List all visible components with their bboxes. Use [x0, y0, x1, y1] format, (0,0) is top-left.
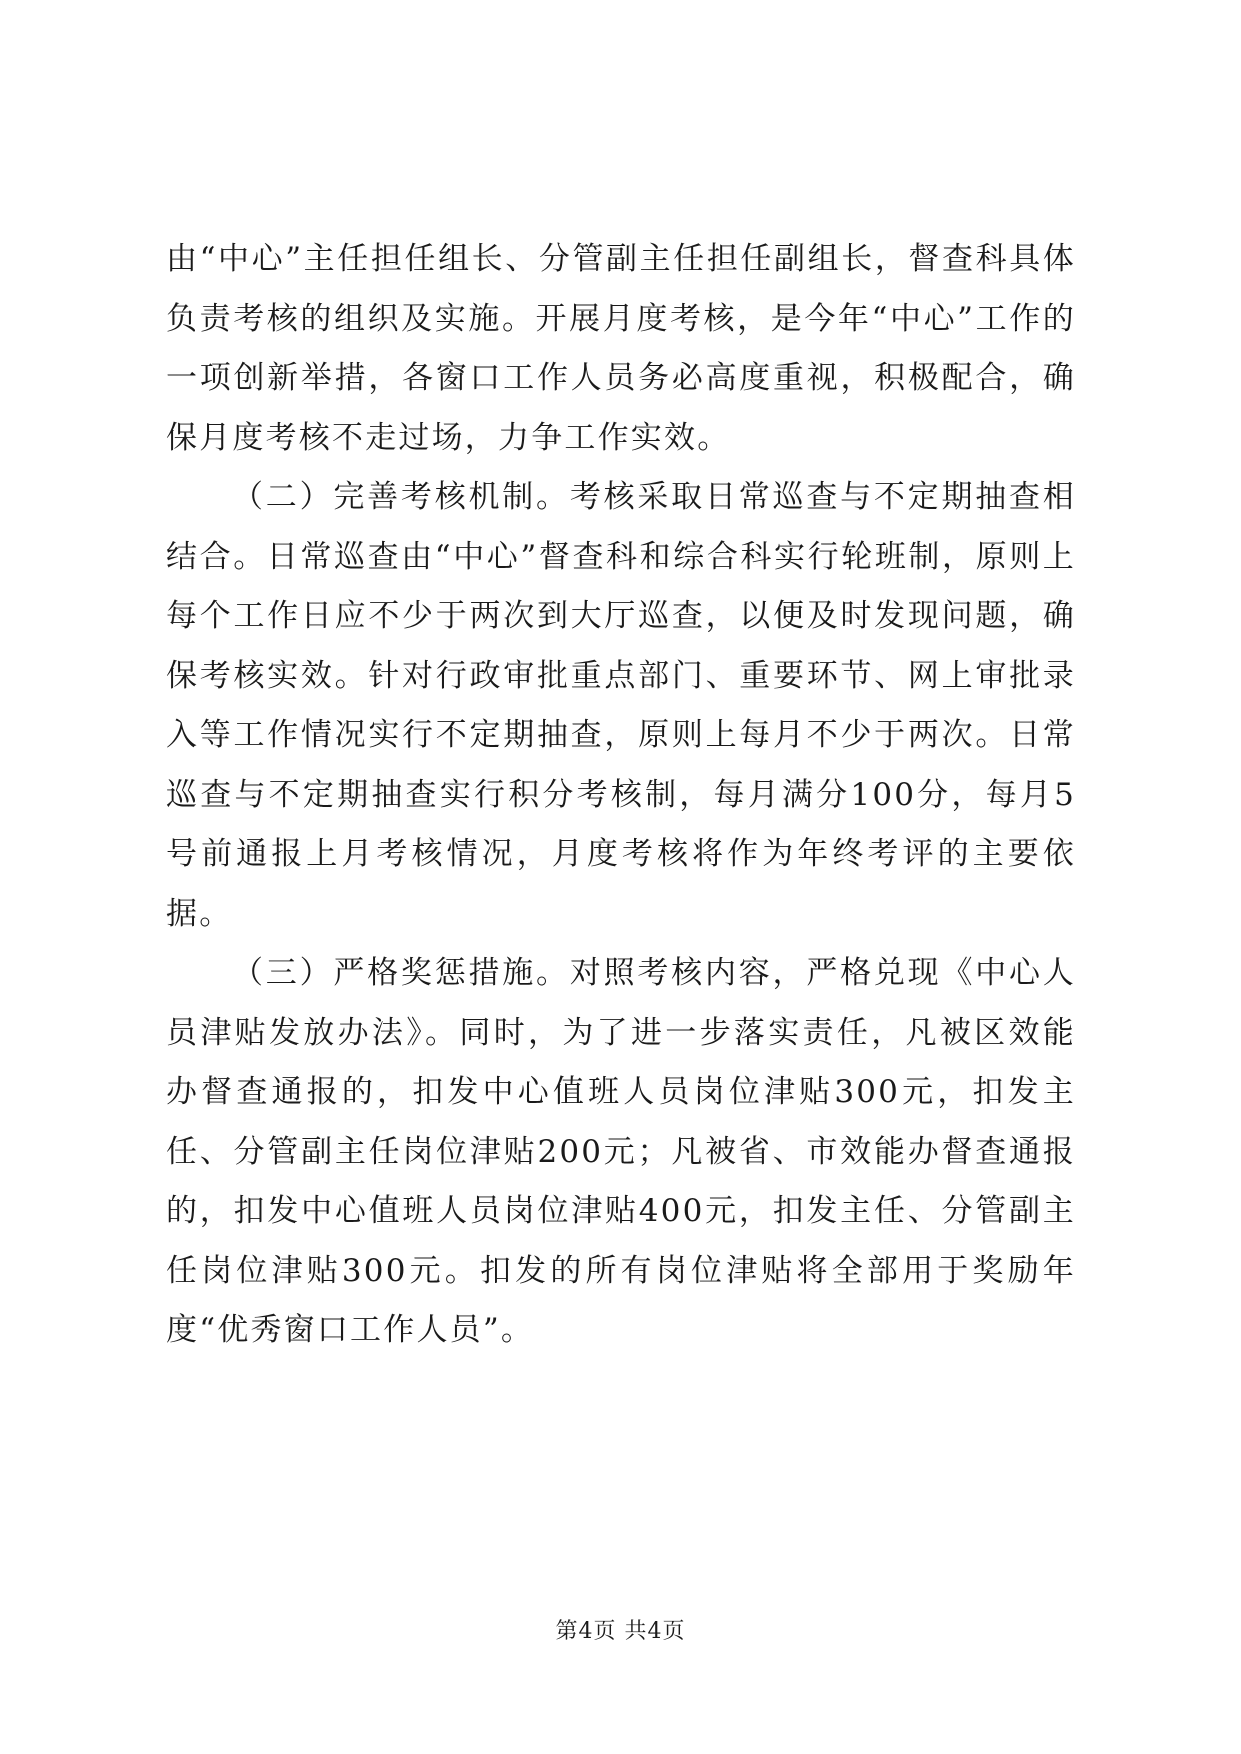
paragraph-section-3: （三）严格奖惩措施。对照考核内容，严格兑现《中心人员津贴发放办法》。同时，为了进一步落实责任，凡被区效能办督查通报的，扣发中心值班人员岗位津贴300元，扣发主任、分管副主任岗位津贴200元；凡被省、市效能办督查通报的，扣发中心值班人员岗位津贴400元，扣发主任、分管副主任岗位津贴300元。扣发的所有岗位津贴将全部用于奖励年度“优秀窗口工作人员”。 — [166, 955, 1076, 1348]
paragraph-section-2: （二）完善考核机制。考核采取日常巡查与不定期抽查相结合。日常巡查由“中心”督查科和综合科实行轮班制，原则上每个工作日应不少于两次到大厅巡查，以便及时发现问题，确保考核实效。针对行政审批重点部门、重要环节、网上审批录入等工作情况实行不定期抽查，原则上每月不少于两次。日常巡查与不定期抽查实行积分考核制，每月满分100分，每月5号前通报上月考核情况，月度考核将作为年终考评的主要依据。 — [166, 479, 1076, 932]
document-body — [166, 230, 1076, 1361]
page-footer: 第4页 共4页 — [555, 1619, 686, 1644]
paragraph-continuation: 由“中心”主任担任组长、分管副主任担任副组长，督查科具体负责考核的组织及实施。开展月度考核，是今年“中心”工作的一项创新举措，各窗口工作人员务必高度重视，积极配合，确保月度考核不走过场，力争工作实效。 — [166, 241, 1076, 456]
